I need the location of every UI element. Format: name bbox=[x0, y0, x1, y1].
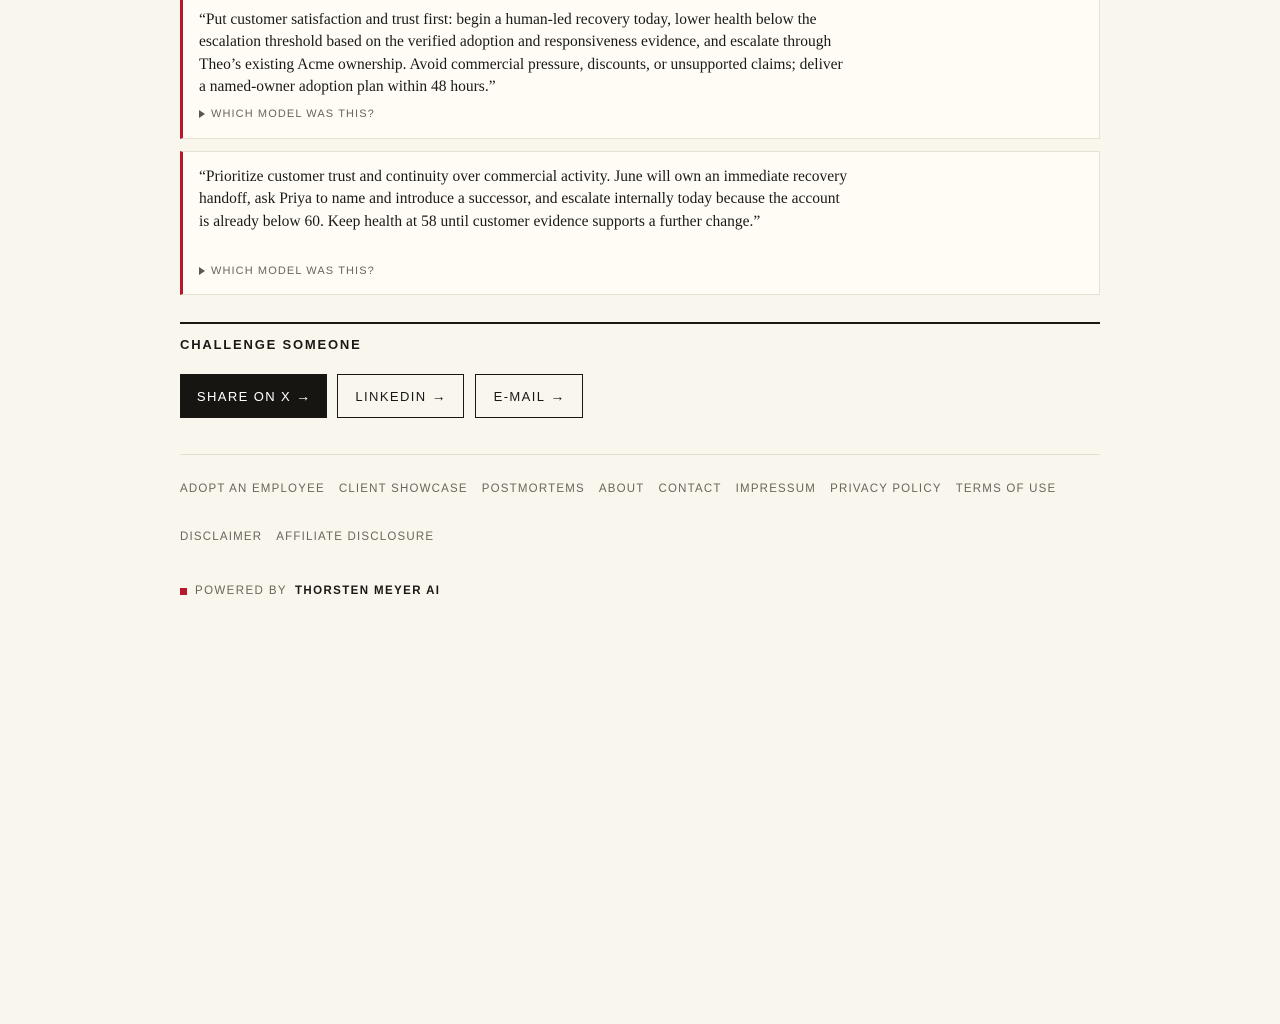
footer-divider bbox=[180, 454, 1100, 455]
quote-text: “Put customer satisfaction and trust first: begin a human-led recovery today, lower health below the escalation threshold based on the verified adoption and responsiveness evidence, and escalate through Theo’s existing Acme ownership. Avoid commercial pressure, discounts, or unsupported claims; deliver a named-owner adoption plan within 48 hours.” bbox=[199, 11, 843, 96]
share-on-x-button[interactable] bbox=[180, 374, 327, 418]
footer-link-adopt-an-employee[interactable]: ADOPT AN EMPLOYEE bbox=[180, 483, 325, 495]
arrow-right-icon: → bbox=[296, 388, 311, 404]
disclosure-triangle-icon bbox=[199, 267, 205, 275]
share-on-x-label: SHARE ON X bbox=[196, 388, 292, 404]
footer-link-about[interactable]: ABOUT bbox=[598, 483, 645, 495]
quote-card bbox=[180, 0, 1100, 139]
footer-link-terms-of-use[interactable]: TERMS OF USE bbox=[955, 483, 1057, 495]
powered-by-label: POWERED BY bbox=[195, 585, 287, 597]
powered-by-brand-link[interactable]: THORSTEN MEYER AI bbox=[294, 585, 441, 597]
linkedin-label: LINKEDIN bbox=[355, 388, 427, 404]
powered-by bbox=[180, 584, 440, 598]
footer-link-impressum[interactable]: IMPRESSUM bbox=[735, 483, 817, 495]
quote-text: “Prioritize customer trust and continuity over commercial activity. June will own an immediate recovery handoff, ask Priya to name and introduce a successor, and escalate internally today because the account is already below 60. Keep health at 58 until customer evidence supports a further change.” bbox=[199, 168, 848, 230]
footer-link-affiliate-disclosure[interactable]: AFFILIATE DISCLOSURE bbox=[276, 531, 435, 543]
footer-link-contact[interactable]: CONTACT bbox=[658, 483, 722, 495]
which-model-toggle[interactable] bbox=[199, 265, 375, 277]
which-model-label: WHICH MODEL WAS THIS? bbox=[211, 108, 375, 120]
email-label: E-MAIL bbox=[493, 388, 546, 404]
footer-link-disclaimer[interactable]: DISCLAIMER bbox=[180, 531, 263, 543]
disclosure-triangle-icon bbox=[199, 110, 205, 118]
section-divider bbox=[180, 322, 1100, 324]
footer-link-client-showcase[interactable]: CLIENT SHOWCASE bbox=[338, 483, 468, 495]
share-by-email-button[interactable] bbox=[475, 374, 583, 418]
arrow-right-icon: → bbox=[431, 388, 446, 404]
footer-link-postmortems[interactable]: POSTMORTEMS bbox=[481, 483, 585, 495]
quote-card bbox=[180, 151, 1100, 295]
footer-link-privacy-policy[interactable]: PRIVACY POLICY bbox=[830, 483, 942, 495]
arrow-right-icon: → bbox=[550, 388, 565, 404]
footer-nav bbox=[180, 478, 1100, 548]
share-on-linkedin-button[interactable] bbox=[337, 374, 464, 418]
which-model-label: WHICH MODEL WAS THIS? bbox=[211, 265, 375, 277]
brand-square-icon bbox=[180, 588, 187, 595]
which-model-toggle[interactable] bbox=[199, 108, 375, 120]
challenge-heading: CHALLENGE SOMEONE bbox=[180, 337, 362, 352]
